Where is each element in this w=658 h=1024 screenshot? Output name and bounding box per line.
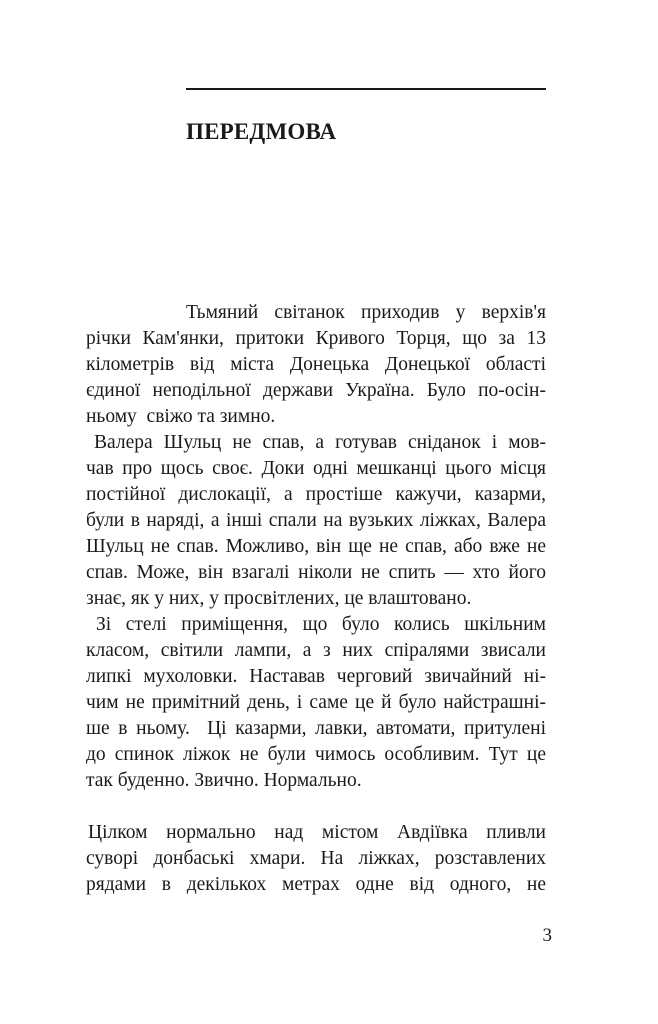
text-line: єдиної неподільної держави Україна. Було по-осін-	[86, 380, 546, 401]
text-line: Зі стелі приміщення, що було колись шкільним	[96, 614, 546, 635]
paragraph-4	[86, 820, 546, 898]
text-line: так буденно. Звично. Нормально.	[86, 770, 362, 791]
text-line: знає, як у них, у просвітлених, це влаштовано.	[86, 588, 472, 609]
text-line: Шульц не спав. Можливо, він ще не спав, або вже не	[86, 536, 546, 557]
text-line: рядами в декількох метрах одне від одного, не	[86, 874, 546, 895]
text-line: постійної дислокації, а простіше кажучи, казарми,	[86, 484, 546, 505]
page-number: 3	[542, 925, 552, 946]
text-line: класом, світили лампи, а з них спіралями звисали	[86, 640, 546, 661]
text-line: ше в ньому. Ці казарми, лавки, автомати, притулені	[86, 718, 546, 739]
text-line: Тьмяний світанок приходив у верхів'я	[186, 302, 546, 323]
text-line: спав. Може, він взагалі ніколи не спить — хто його	[86, 562, 546, 583]
paragraph-1	[86, 300, 546, 430]
chapter-heading: ПЕРЕДМОВА	[186, 119, 337, 144]
text-line: чим не примітний день, і саме це й було найстрашні-	[86, 692, 546, 713]
text-line: Цілком нормально над містом Авдіївка пливли	[88, 822, 546, 843]
text-line: чав про щось своє. Доки одні мешканці цього місця	[86, 458, 546, 479]
header-rule	[186, 88, 546, 90]
text-line: були в наряді, а інші спали на вузьких ліжках, Валера	[86, 510, 546, 531]
text-line: суворі донбаські хмари. На ліжках, розставлених	[86, 848, 546, 869]
text-line: липкі мухоловки. Наставав черговий звичайний ні-	[86, 666, 546, 687]
text-line: до спинок ліжок не були чимось особливим. Тут це	[86, 744, 546, 765]
text-line: ньому свіжо та зимно.	[86, 406, 276, 427]
text-line: Валера Шульц не спав, а готував сніданок і мов-	[94, 432, 546, 453]
paragraph-2	[86, 430, 546, 612]
text-line: кілометрів від міста Донецька Донецької області	[86, 354, 546, 375]
text-line: річки Кам'янки, притоки Кривого Торця, що за 13	[86, 328, 546, 349]
paragraph-3	[86, 612, 546, 794]
